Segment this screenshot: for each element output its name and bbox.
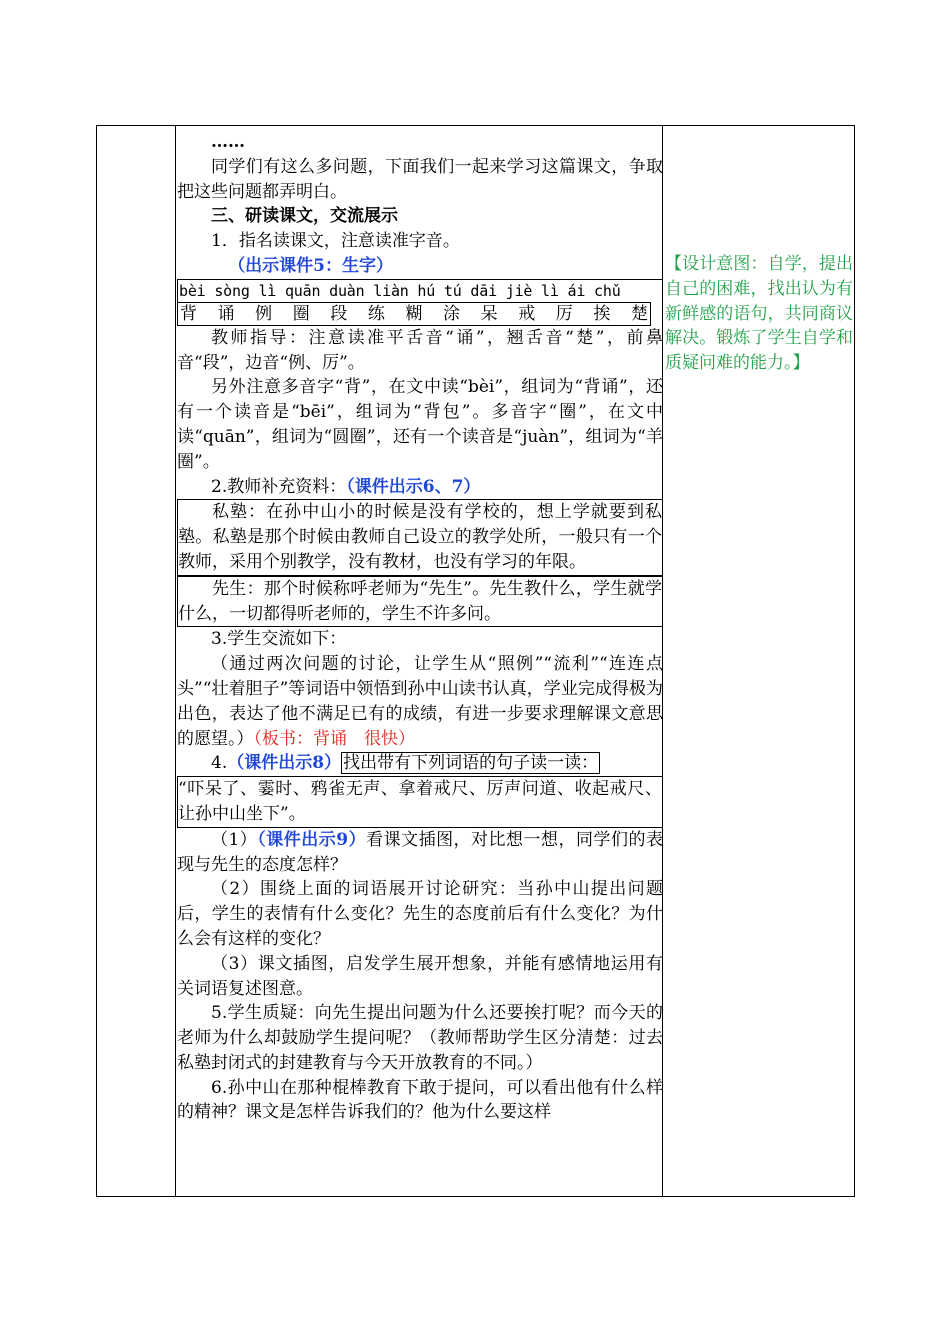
sub-question-2: （2）围绕上面的词语展开讨论研究：当孙中山提出问题后，学生的表情有什么变化？先生的态度前后有什么变化？为什么会有这样的变化？ <box>177 879 663 949</box>
sub-question-3: （3）课文插图，启发学生展开想象，并能有感情地运用有关词语复述图意。 <box>177 953 663 999</box>
ellipsis: …… <box>211 132 245 152</box>
pinyin-row: bèi sòng lì quān duàn liàn hú tú dāi jiè lì ái chǔ <box>177 279 663 302</box>
hanzi-char: 段 <box>330 303 348 324</box>
step-2 <box>177 475 663 500</box>
lesson-plan-table <box>96 125 855 1197</box>
sub-1-number: （1） <box>211 829 258 850</box>
courseware-9-label: （课件出示9） <box>257 829 367 850</box>
xiansheng-definition: 先生：那个时候称呼老师为“先生”。先生教什么，学生就学什么，一切都得听老师的，学生不许多问。 <box>177 576 663 628</box>
step-4-number: 4. <box>211 753 228 774</box>
hanzi-char: 戒 <box>518 303 536 324</box>
sishu-definition: 私塾：在孙中山小的时候是没有学校的，想上学就要到私塾。私塾是那个时候由教师自己设立的教学处所，一般只有一个教师，采用个别教学，没有教材，也没有学习的年限。 <box>177 499 663 575</box>
hanzi-char: 圈 <box>292 303 310 324</box>
intro-paragraph: 同学们有这么多问题，下面我们一起来学习这篇课文，争取把这些问题都弄明白。 <box>177 156 663 202</box>
teaching-process-column <box>177 130 663 1125</box>
hanzi-char: 练 <box>367 303 385 324</box>
step-3: 3.学生交流如下： <box>211 629 347 650</box>
hanzi-char: 厉 <box>555 303 573 324</box>
hanzi-char: 涂 <box>443 303 461 324</box>
courseware-5-label: （出示课件5：生字） <box>228 255 394 276</box>
hanzi-char: 楚 <box>630 303 648 324</box>
hanzi-char: 呆 <box>480 303 498 324</box>
step-2-text: 2.教师补充资料： <box>211 476 347 497</box>
hanzi-char: 例 <box>255 303 273 324</box>
sub-question-1 <box>177 828 663 878</box>
step-6: 6.孙中山在那种棍棒教育下敢于提问，可以看出他有什么样的精神？课文是怎样告诉我们的？他为什么要这样 <box>177 1077 663 1123</box>
hanzi-row <box>177 302 651 326</box>
polyphone-note: 另外注意多音字“背”，在文中读“bèi”，组词为“背诵”，还有一个读音是“bēi”，组词为“背包”。多音字“圈”，在文中读“quān”，组词为“圆圈”，还有一个读音是“juàn”，组词为“羊圈”。 <box>177 377 663 472</box>
courseware-8-label: （课件出示8） <box>227 753 342 774</box>
section-heading: 三、研读课文，交流展示 <box>211 206 398 227</box>
board-writing: （板书：背诵 很快） <box>253 728 415 749</box>
step-5: 5.学生质疑：向先生提出问题为什么还要挨打呢？而今天的老师为什么却鼓励学生提问呢？（教师帮助学生区分清楚：过去私塾封闭式的封建教育与今天开放教育的不同。） <box>177 1003 663 1073</box>
step-4 <box>177 751 663 776</box>
sub-1-text: 看课文插图，对比想一想，同学们的表现与先生的态度怎样？ <box>177 829 663 875</box>
discussion-text: （通过两次问题的讨论，让学生从“照例”“流利”“连连点头”“壮着胆子”等词语中领悟到孙中山读书认真，学业完成得极为出色，表达了他不满足已有的成绩，有进一步要求理解课文意思的愿望。） <box>177 654 663 749</box>
hanzi-char: 糊 <box>405 303 423 324</box>
step-4-word-list: “吓呆了、霎时、鸦雀无声、拿着戒尺、厉声问道、收起戒尺、让孙中山坐下”。 <box>177 776 663 828</box>
step-4-instruction: 找出带有下列词语的句子读一读： <box>343 753 599 774</box>
teacher-guidance: 教师指导：注意读准平舌音“诵”，翘舌音“楚”，前鼻音“段”，边音“例、厉”。 <box>177 327 663 373</box>
design-intent-note: 【设计意图：自学，提出自己的困难，找出认为有新鲜感的语句，共同商议解决。锻炼了学生自学和质疑问难的能力。】 <box>665 254 853 374</box>
step-1: 1．指名读课文，注意读准字音。 <box>211 231 460 252</box>
courseware-6-7-label: （课件出示6、7） <box>346 476 481 497</box>
hanzi-char: 背 <box>180 303 197 324</box>
discussion-paragraph <box>177 652 663 751</box>
hanzi-char: 诵 <box>217 303 235 324</box>
hanzi-char: 挨 <box>593 303 611 324</box>
column-divider-left <box>175 126 176 1196</box>
